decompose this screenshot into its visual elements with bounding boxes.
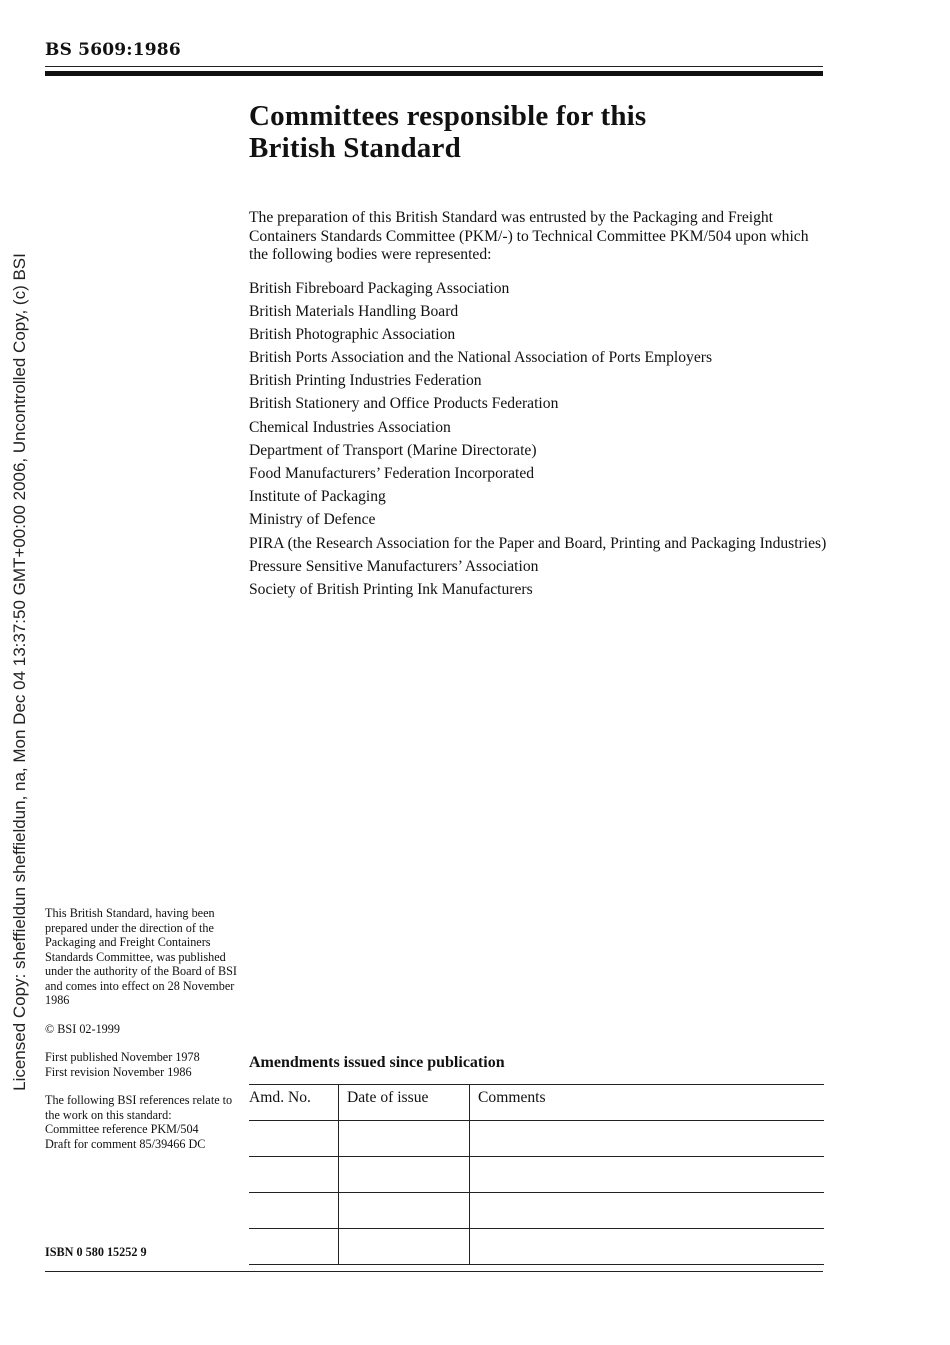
table-cell xyxy=(470,1121,825,1157)
list-item: British Materials Handling Board xyxy=(249,302,459,320)
title-line-1: Committees responsible for this xyxy=(249,100,647,132)
table-cell xyxy=(339,1157,470,1193)
table-header-row xyxy=(249,1085,824,1121)
table-cell xyxy=(249,1193,339,1229)
table-row xyxy=(249,1229,824,1265)
intro-paragraph: The preparation of this British Standard was entrusted by the Packaging and Freight Containers Standards Committee (PKM/-) to Technical Committee PKM/504 upon which the following bodies were represented: xyxy=(249,209,809,263)
isbn: ISBN 0 580 15252 9 xyxy=(45,1245,147,1259)
list-item: British Ports Association and the National Association of Ports Employers xyxy=(249,349,713,367)
committees-section xyxy=(249,100,829,604)
table-cell xyxy=(249,1229,339,1265)
table-row xyxy=(249,1193,824,1229)
column-header-comments: Comments xyxy=(470,1085,825,1121)
table-cell xyxy=(470,1229,825,1265)
references-note: The following BSI references relate to the work on this standard: xyxy=(45,1093,233,1122)
list-item: British Photographic Association xyxy=(249,325,456,343)
first-published: First published November 1978 xyxy=(45,1050,200,1064)
header-thick-rule xyxy=(45,71,823,76)
table-cell xyxy=(470,1193,825,1229)
page-title xyxy=(249,100,829,164)
draft-reference: Draft for comment 85/39466 DC xyxy=(45,1136,206,1151)
publication-details xyxy=(45,906,240,1259)
table-cell xyxy=(470,1157,825,1193)
list-item: British Fibreboard Packaging Association xyxy=(249,279,510,297)
publication-note: This British Standard, having been prepared under the direction of the Packaging and Freight Containers Standards Committee, was published under the authority of the Board of BSI and comes into effect on 28 November 1986 xyxy=(45,906,237,1007)
first-revision: First revision November 1986 xyxy=(45,1064,192,1079)
list-item: Ministry of Defence xyxy=(249,511,376,529)
column-header-amd-no: Amd. No. xyxy=(249,1085,339,1121)
list-item: Society of British Printing Ink Manufacturers xyxy=(249,580,533,598)
table-cell xyxy=(249,1157,339,1193)
list-item: Food Manufacturers’ Federation Incorporated xyxy=(249,465,535,482)
represented-bodies-list xyxy=(249,280,829,600)
list-item: PIRA (the Research Association for the Paper and Board, Printing and Packaging Industries) xyxy=(249,534,827,552)
list-item: Department of Transport (Marine Directorate) xyxy=(249,441,537,459)
list-item: Institute of Packaging xyxy=(249,488,386,506)
table-row xyxy=(249,1157,824,1193)
committee-reference: Committee reference PKM/504 xyxy=(45,1122,199,1136)
table-cell xyxy=(249,1121,339,1157)
license-watermark: Licensed Copy: sheffieldun sheffieldun, na, Mon Dec 04 13:37:50 GMT+00:00 2006, Uncontrolled Copy, (c) BSI xyxy=(10,253,29,1091)
table-cell xyxy=(339,1121,470,1157)
amendments-title: Amendments issued since publication xyxy=(249,1054,505,1071)
column-header-date-of-issue: Date of issue xyxy=(339,1085,470,1121)
amendments-table xyxy=(249,1084,824,1265)
standard-number: BS 5609:1986 xyxy=(45,40,181,60)
list-item: Chemical Industries Association xyxy=(249,418,451,436)
table-cell xyxy=(339,1229,470,1265)
copyright-notice: © BSI 02-1999 xyxy=(45,1021,120,1036)
title-line-2: British Standard xyxy=(249,132,461,164)
table-row xyxy=(249,1121,824,1157)
header-thin-rule xyxy=(45,66,823,67)
list-item: British Stationery and Office Products Federation xyxy=(249,395,559,413)
list-item: British Printing Industries Federation xyxy=(249,372,482,390)
list-item: Pressure Sensitive Manufacturers’ Association xyxy=(249,557,539,575)
table-cell xyxy=(339,1193,470,1229)
footer-rule xyxy=(45,1271,823,1272)
amendments-section xyxy=(249,1054,824,1106)
